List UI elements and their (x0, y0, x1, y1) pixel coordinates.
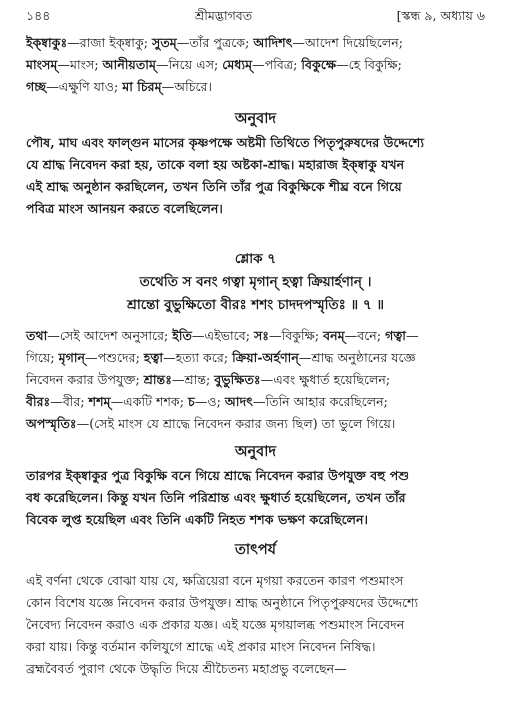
sanskrit-term: চ (187, 394, 195, 409)
verse-number: শ্লোক ৭ (234, 251, 277, 267)
translation-line: পৌষ, মাঘ এবং ফাল্গুন মাসের কৃষ্ণপক্ষে অষ্টমী তিথিতে পিতৃপুরুষদের উদ্দেশ্যে (26, 135, 425, 150)
sanskrit-term: তথা (26, 328, 48, 343)
word-meanings-7 (26, 325, 485, 435)
sanskrit-term: বনম্ (323, 328, 345, 343)
translation-line: যে শ্রাদ্ধ নিবেদন করা হয়, তাকে বলা হয় অষ্টকা-শ্রাদ্ধ। মহারাজ ইক্ষ্বাকু যখন (26, 157, 405, 172)
translation-text-7 (26, 465, 485, 531)
synonym-line (26, 391, 485, 413)
synonym-line (26, 325, 485, 347)
sanskrit-term: সুতম্ (152, 35, 177, 50)
sanskrit-term: শশম্ (88, 394, 111, 409)
sanskrit-term: বুভুক্ষিতঃ (214, 372, 261, 387)
term-meaning: —তিনি আহার করেছিলেন; (252, 394, 388, 409)
verse-line: তথেতি স বনং গত্বা মৃগান্ হত্বা ক্রিয়ার্হণান্ । (139, 274, 372, 290)
term-meaning: —পশুদের; (85, 350, 144, 365)
purport-line: ব্রহ্মবৈবর্ত পুরাণ থেকে উদ্ধৃতি দিয়ে শ্রীচৈতন্য মহাপ্রভু বলেছেন— (26, 661, 347, 676)
translation-line: তারপর ইক্ষ্বাকুর পুত্র বিকুক্ষি বনে গিয়ে শ্রাদ্ধে নিবেদন করার উপযুক্ত বহু পশু (26, 468, 410, 483)
page-number: ১৪৪ (26, 8, 51, 23)
sanskrit-term: শ্রান্তঃ (143, 372, 172, 387)
term-meaning: —এইভাবে; (191, 328, 254, 343)
sanskrit-term: হত্বা (143, 350, 164, 365)
term-meaning: গিয়ে; (26, 350, 59, 365)
term-meaning: —এক্ষুণি যাও; (46, 79, 123, 94)
sanskrit-term: আদৎ (224, 394, 253, 409)
page-header (26, 8, 485, 32)
translation-line: বিবেক লুপ্ত হয়েছিল এবং তিনি একটি নিহত শশক ভক্ষণ করেছিলেন। (26, 512, 369, 527)
sanskrit-term: মাংসম্ (26, 57, 58, 72)
sanskrit-term: গত্বা (385, 328, 406, 343)
sanskrit-term: আদিশৎ (253, 35, 293, 50)
synonym-line (26, 369, 485, 391)
translation-heading: অনুবাদ (234, 443, 277, 460)
sanskrit-term: ইক্ষ্বাকুঃ (26, 35, 68, 50)
purport-heading: তাৎপর্য (234, 541, 277, 558)
synonym-line (26, 32, 485, 54)
term-meaning: —বনে; (344, 328, 386, 343)
translation-line: পবিত্র মাংস আনয়ন করতে বলেছিলেন। (26, 201, 223, 216)
sanskrit-term: বীরঃ (26, 394, 51, 409)
sanskrit-term: মেধ্যম্ (222, 57, 253, 72)
purport-line: করা যায়। কিন্তু বর্তমান কলিযুগে শ্রাদ্ধে এই প্রকার মাংস নিবেদন নিষিদ্ধ। (26, 639, 376, 654)
term-meaning: —বিকুক্ষি; (269, 328, 324, 343)
translation-text-6 (26, 132, 485, 220)
verse-text (26, 271, 485, 317)
synonym-line (26, 76, 485, 98)
verse-line: শ্রান্তো বুভুক্ষিতো বীরঃ শশং চাদদপস্মৃতিঃ ॥ ৭ ॥ (127, 297, 384, 313)
term-meaning: —সেই আদেশ অনুসারে; (47, 328, 173, 343)
purport-line: নৈবেদ্য নিবেদন করাও এক প্রকার যজ্ঞ। এই যজ্ঞে মৃগয়ালব্ধ পশুমাংস নিবেদন (26, 617, 405, 632)
term-meaning: —মাংস; (57, 57, 103, 72)
synonym-line (26, 413, 485, 435)
translation-line: বধ করেছিলেন। কিন্তু যখন তিনি পরিশ্রান্ত এবং ক্ষুধার্ত হয়েছিলেন, তখন তাঁর (26, 490, 406, 505)
term-meaning: —হত্যা করে; (163, 350, 233, 365)
term-meaning: —ও; (194, 394, 225, 409)
purport-text (26, 570, 485, 680)
word-meanings-6 (26, 32, 485, 100)
term-meaning: —বীর; (50, 394, 89, 409)
term-meaning: —রাজা ইক্ষ্বাকু; (67, 35, 153, 50)
sanskrit-term: আনীয়তাম্ (102, 57, 156, 72)
term-meaning: —শ্রান্ত; (171, 372, 215, 387)
synonym-line (26, 347, 485, 369)
term-meaning: —অচিরে। (161, 79, 212, 94)
translation-line: এই শ্রাদ্ধ অনুষ্ঠান করছিলেন, তখন তিনি তাঁর পুত্র বিকুক্ষিকে শীঘ্র বনে গিয়ে (26, 179, 402, 194)
sanskrit-term: ইতি (172, 328, 192, 343)
sanskrit-term: অপস্মৃতিঃ (26, 416, 77, 431)
term-meaning: —শ্রাদ্ধ অনুষ্ঠানের যজ্ঞে (298, 350, 416, 365)
term-meaning: —একটি শশক; (110, 394, 188, 409)
purport-line: কোন বিশেষ যজ্ঞে নিবেদন করার উপযুক্ত। শ্রাদ্ধ অনুষ্ঠানে পিতৃপুরুষদের উদ্দেশ্যে (26, 595, 419, 610)
translation-heading: অনুবাদ (234, 110, 277, 127)
sanskrit-term: ক্রিয়া-অর্হণান্ (232, 350, 299, 365)
term-meaning: —নিয়ে এস; (155, 57, 223, 72)
book-title: শ্রীমদ্ভাগবত (194, 8, 253, 23)
chapter-reference: [স্কন্ধ ৯, অধ্যায় ৬ (396, 8, 485, 23)
sanskrit-term: সঃ (253, 328, 270, 343)
sanskrit-term: বিকুক্ষে (301, 57, 337, 72)
term-meaning: —(সেই মাংস যে শ্রাদ্ধে নিবেদন করার জন্য ছিল) তা ভুলে গিয়ে। (76, 416, 396, 431)
term-meaning: —তাঁর পুত্রকে; (176, 35, 254, 50)
term-meaning: —এবং ক্ষুধার্ত হয়েছিলেন; (260, 372, 391, 387)
synonym-line (26, 54, 485, 76)
term-meaning: —পবিত্র; (252, 57, 302, 72)
sanskrit-term: মৃগান্ (58, 350, 86, 365)
purport-line: এই বর্ণনা থেকে বোঝা যায় যে, ক্ষত্রিয়েরা বনে মৃগয়া করতেন কারণ পশুমাংস (26, 573, 404, 588)
term-meaning: —আদেশ দিয়েছিলেন; (292, 35, 403, 50)
sanskrit-term: মা চিরম্ (122, 79, 162, 94)
term-meaning: — (405, 328, 419, 343)
term-meaning: —হে বিকুক্ষি; (336, 57, 402, 72)
sanskrit-term: গচ্ছ (26, 79, 47, 94)
term-meaning: নিবেদন করার উপযুক্ত; (26, 372, 144, 387)
